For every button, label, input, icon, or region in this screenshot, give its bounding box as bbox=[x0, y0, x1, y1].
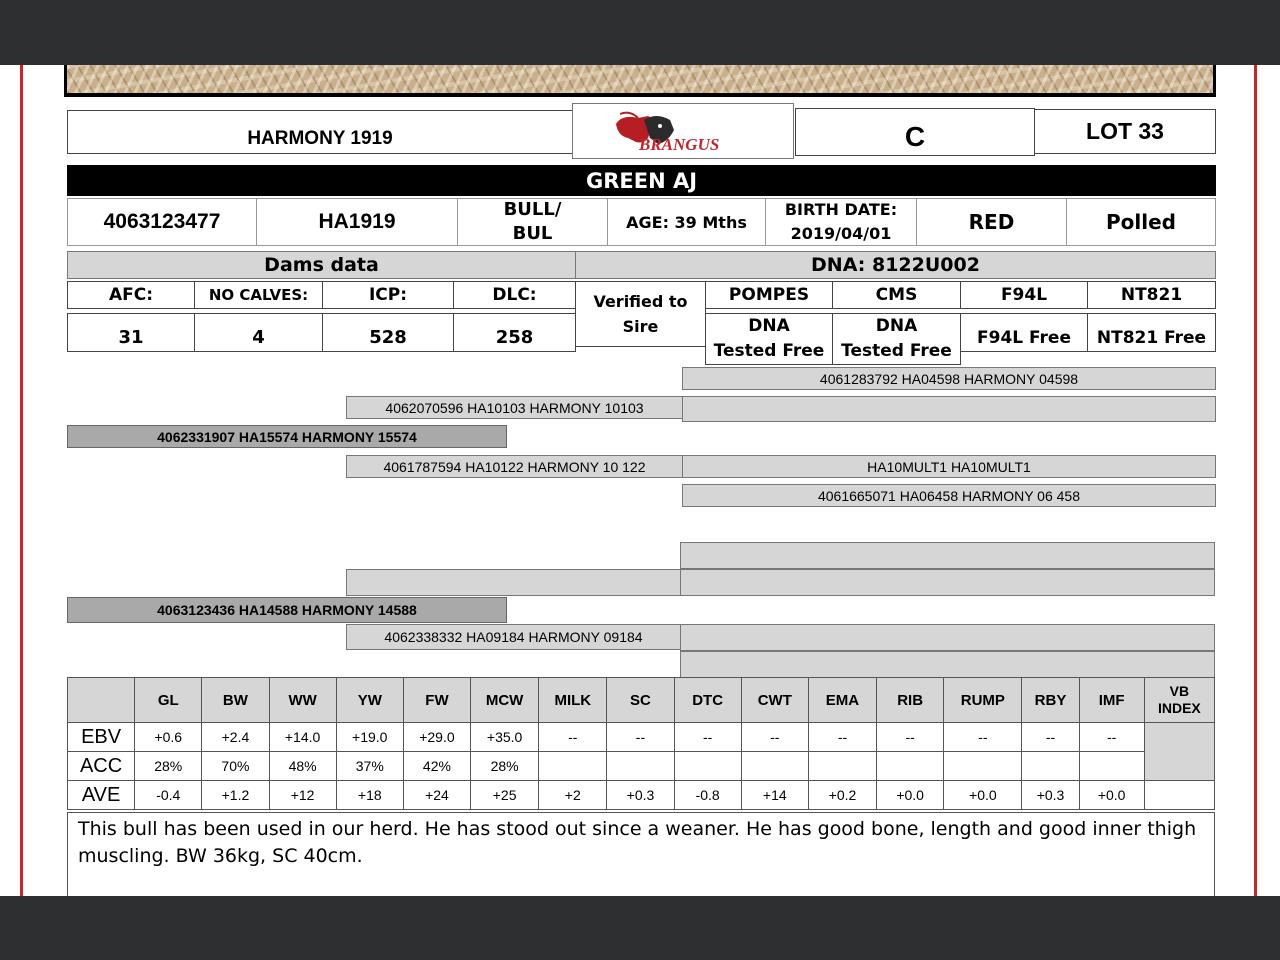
ebv-cell: +35.0 bbox=[471, 723, 539, 752]
dams-value-dlc bbox=[453, 313, 576, 352]
pedigree-dam-sire-sire-empty bbox=[680, 542, 1215, 569]
ebv-row-acc bbox=[68, 752, 1215, 781]
dams-value-afc-text: 31 bbox=[118, 327, 144, 348]
dams-value-dlc-text: 258 bbox=[495, 327, 534, 348]
verified-to-sire bbox=[575, 281, 706, 347]
owner-bar bbox=[67, 165, 1216, 196]
animal-id: HA1919 bbox=[318, 210, 396, 233]
dna-result-nt821 bbox=[1087, 313, 1216, 352]
dams-header-icp bbox=[322, 281, 454, 309]
ebv-header-corner bbox=[68, 678, 135, 723]
ebv-header-milk: MILK bbox=[539, 678, 607, 723]
sex-box bbox=[457, 198, 608, 246]
ebv-header-cwt: CWT bbox=[741, 678, 808, 723]
dams-header-no-calves-label: NO CALVES: bbox=[208, 286, 309, 304]
pedigree-sire-dam-dam bbox=[682, 484, 1216, 507]
dna-header-cms-label: CMS bbox=[875, 285, 918, 305]
bottom-dark-bar bbox=[0, 896, 1280, 960]
ebv-cell: -- bbox=[741, 723, 808, 752]
pedigree-dam-dam-dam-empty bbox=[680, 651, 1215, 678]
dams-header-afc-label: AFC: bbox=[108, 285, 154, 305]
left-red-border bbox=[20, 65, 23, 896]
ebv-cell: +0.0 bbox=[944, 781, 1022, 810]
dna-header-f94l bbox=[960, 281, 1088, 309]
ebv-row-label: AVE bbox=[68, 781, 135, 810]
ebv-row-label: ACC bbox=[68, 752, 135, 781]
dams-header-no-calves bbox=[194, 281, 323, 309]
colour: RED bbox=[968, 210, 1015, 234]
right-red-border bbox=[1254, 65, 1257, 896]
ebv-table bbox=[67, 677, 1215, 810]
pedigree-dam-dam-text: 4062338332 HA09184 HARMONY 09184 bbox=[384, 629, 643, 645]
pedigree-dam-sire-dam-empty bbox=[680, 569, 1215, 596]
dams-value-no-calves-text: 4 bbox=[252, 327, 265, 348]
pedigree-dam-sire-empty bbox=[346, 569, 681, 596]
horn-status: Polled bbox=[1106, 210, 1176, 234]
ebv-header-ww: WW bbox=[269, 678, 336, 723]
animal-name-box bbox=[67, 110, 573, 154]
grade-letter: C bbox=[904, 121, 926, 152]
ebv-cell: +14.0 bbox=[269, 723, 336, 752]
pedigree-sire bbox=[67, 425, 507, 448]
dams-header-dlc-label: DLC: bbox=[492, 285, 537, 305]
dams-header-icp-label: ICP: bbox=[368, 285, 408, 305]
ebv-header-row bbox=[68, 678, 1215, 723]
dna-result-cms-line1: DNA bbox=[875, 316, 918, 336]
pedigree-sire-dam-text: 4061787594 HA10122 HARMONY 10 122 bbox=[383, 458, 646, 475]
pedigree-sire-text: 4062331907 HA15574 HARMONY 15574 bbox=[157, 428, 417, 445]
ebv-cell: 48% bbox=[269, 752, 336, 781]
vb-index-cell bbox=[1144, 723, 1214, 781]
ebv-header-gl: GL bbox=[135, 678, 202, 723]
ebv-cell: +29.0 bbox=[403, 723, 470, 752]
dna-result-pompes-line1: DNA bbox=[748, 316, 790, 336]
ebv-header-ema: EMA bbox=[808, 678, 876, 723]
age-box bbox=[607, 198, 766, 246]
dna-result-nt821-text: NT821 Free bbox=[1096, 327, 1207, 348]
pedigree-sire-sire-sire bbox=[682, 367, 1216, 390]
lot-number: LOT 33 bbox=[1086, 118, 1164, 144]
ebv-row-ebv bbox=[68, 723, 1215, 752]
animal-photo bbox=[64, 65, 1216, 97]
ebv-cell: +2.4 bbox=[202, 723, 269, 752]
ebv-cell: +12 bbox=[269, 781, 336, 810]
ebv-header-bw: BW bbox=[202, 678, 269, 723]
dna-title bbox=[575, 251, 1216, 279]
ebv-cell: -- bbox=[539, 723, 607, 752]
ebv-cell: +0.0 bbox=[1079, 781, 1144, 810]
verified-line2: Sire bbox=[622, 317, 659, 336]
pedigree-dam bbox=[67, 597, 507, 623]
ebv-cell: 42% bbox=[403, 752, 470, 781]
owner-name: GREEN AJ bbox=[585, 168, 698, 193]
dams-data-title-text: Dams data bbox=[264, 254, 379, 276]
age: AGE: 39 Mths bbox=[626, 212, 747, 232]
ebv-header-dtc: DTC bbox=[674, 678, 741, 723]
ebv-cell bbox=[539, 752, 607, 781]
animal-name: HARMONY 1919 bbox=[247, 128, 393, 149]
top-dark-bar bbox=[0, 0, 1280, 65]
ebv-cell: +24 bbox=[403, 781, 470, 810]
ebv-cell: +18 bbox=[336, 781, 403, 810]
ebv-cell bbox=[674, 752, 741, 781]
ebv-cell bbox=[877, 752, 944, 781]
ebv-cell: -- bbox=[1079, 723, 1144, 752]
dna-header-cms bbox=[832, 281, 961, 309]
ebv-cell: -- bbox=[944, 723, 1022, 752]
ebv-cell: +19.0 bbox=[336, 723, 403, 752]
dna-result-cms-line2: Tested Free bbox=[841, 341, 952, 361]
ebv-cell: 28% bbox=[135, 752, 202, 781]
ebv-cell bbox=[1022, 752, 1079, 781]
dams-data-title bbox=[67, 251, 576, 279]
lot-box bbox=[1034, 109, 1216, 154]
ebv-cell: 37% bbox=[336, 752, 403, 781]
ebv-cell: -0.8 bbox=[674, 781, 741, 810]
pedigree-sire-dam-dam-text: 4061665071 HA06458 HARMONY 06 458 bbox=[817, 487, 1081, 504]
ebv-cell: -- bbox=[1022, 723, 1079, 752]
pedigree-sire-sire bbox=[346, 396, 683, 419]
ebv-cell: +0.2 bbox=[808, 781, 876, 810]
ebv-cell: +0.6 bbox=[135, 723, 202, 752]
birth-date-box bbox=[765, 198, 917, 246]
ebv-cell: +0.0 bbox=[877, 781, 944, 810]
pedigree-sire-dam bbox=[346, 455, 683, 478]
ebv-row-ave bbox=[68, 781, 1215, 810]
comment-box bbox=[67, 812, 1215, 896]
dams-value-icp-text: 528 bbox=[369, 327, 407, 348]
dna-result-pompes bbox=[705, 313, 833, 365]
colour-box bbox=[916, 198, 1067, 246]
dna-result-f94l bbox=[960, 313, 1088, 352]
ebv-header-fw: FW bbox=[403, 678, 470, 723]
reg-number: 4063123477 bbox=[103, 210, 221, 233]
ebv-cell: +2 bbox=[539, 781, 607, 810]
dna-title-text: DNA: 8122U002 bbox=[811, 254, 980, 276]
dams-header-afc bbox=[67, 281, 195, 309]
pedigree-sire-sire-sire-text: 4061283792 HA04598 HARMONY 04598 bbox=[819, 370, 1079, 387]
sex-line1: BULL/ bbox=[503, 199, 562, 220]
dna-header-nt821 bbox=[1087, 281, 1216, 309]
ebv-cell: +25 bbox=[471, 781, 539, 810]
ebv-header-rump: RUMP bbox=[944, 678, 1022, 723]
ebv-cell: -0.4 bbox=[135, 781, 202, 810]
ebv-cell: -- bbox=[674, 723, 741, 752]
ebv-cell bbox=[944, 752, 1022, 781]
ebv-cell bbox=[741, 752, 808, 781]
ebv-cell bbox=[808, 752, 876, 781]
ebv-cell: +0.3 bbox=[607, 781, 674, 810]
dams-value-icp bbox=[322, 313, 454, 352]
grade-box bbox=[795, 108, 1035, 156]
comment-text: This bull has been used in our herd. He has stood out since a weaner. He has good bone, length and good inner thigh muscling. BW 36kg, SC 40cm. bbox=[78, 818, 1197, 867]
ebv-header-mcw: MCW bbox=[471, 678, 539, 723]
brangus-logo bbox=[572, 103, 794, 159]
dams-value-afc bbox=[67, 313, 195, 352]
ebv-header-rib: RIB bbox=[877, 678, 944, 723]
vb-index-empty bbox=[1144, 781, 1214, 810]
dna-header-f94l-label: F94L bbox=[1000, 285, 1048, 305]
ebv-cell: 70% bbox=[202, 752, 269, 781]
birth-date-label: BIRTH DATE: bbox=[784, 200, 898, 219]
pedigree-sire-sire-text: 4062070596 HA10103 HARMONY 10103 bbox=[385, 399, 644, 416]
dna-result-f94l-text: F94L Free bbox=[977, 327, 1071, 348]
ebv-header-imf: IMF bbox=[1079, 678, 1144, 723]
dna-result-pompes-line2: Tested Free bbox=[713, 341, 825, 361]
pedigree-sire-sire-dam-empty bbox=[682, 396, 1216, 422]
ebv-header-rby: RBY bbox=[1022, 678, 1079, 723]
dna-header-pompes bbox=[705, 281, 833, 309]
pedigree-sire-dam-sire-text: HA10MULT1 HA10MULT1 bbox=[867, 458, 1031, 475]
pedigree-dam-dam bbox=[346, 624, 681, 650]
horn-status-box bbox=[1066, 198, 1216, 246]
dams-header-dlc bbox=[453, 281, 576, 309]
animal-id-box bbox=[256, 198, 458, 246]
ebv-row-label: EBV bbox=[68, 723, 135, 752]
ebv-cell: -- bbox=[877, 723, 944, 752]
ebv-cell: +0.3 bbox=[1022, 781, 1079, 810]
ebv-cell bbox=[607, 752, 674, 781]
reg-number-box bbox=[67, 198, 257, 246]
ebv-cell: -- bbox=[607, 723, 674, 752]
dna-header-pompes-label: POMPES bbox=[728, 285, 810, 305]
ebv-cell: +14 bbox=[741, 781, 808, 810]
sex-line2: BUL bbox=[512, 223, 553, 244]
dams-value-no-calves bbox=[194, 313, 323, 352]
ebv-header-yw: YW bbox=[336, 678, 403, 723]
pedigree-dam-text: 4063123436 HA14588 HARMONY 14588 bbox=[157, 602, 417, 618]
dna-header-nt821-label: NT821 bbox=[1120, 285, 1183, 305]
birth-date: 2019/04/01 bbox=[790, 224, 892, 243]
brangus-logo-text: BRANGUS bbox=[639, 135, 720, 154]
ebv-header-sc: SC bbox=[607, 678, 674, 723]
ebv-cell: -- bbox=[808, 723, 876, 752]
ebv-cell: 28% bbox=[471, 752, 539, 781]
pedigree-dam-dam-sire-empty bbox=[680, 624, 1215, 651]
pedigree-sire-dam-sire bbox=[682, 455, 1216, 478]
ebv-header-vb-index: VB INDEX bbox=[1144, 678, 1214, 723]
ebv-cell: +1.2 bbox=[202, 781, 269, 810]
ebv-cell bbox=[1079, 752, 1144, 781]
verified-line1: Verified to bbox=[593, 292, 688, 311]
dna-result-cms bbox=[832, 313, 961, 365]
